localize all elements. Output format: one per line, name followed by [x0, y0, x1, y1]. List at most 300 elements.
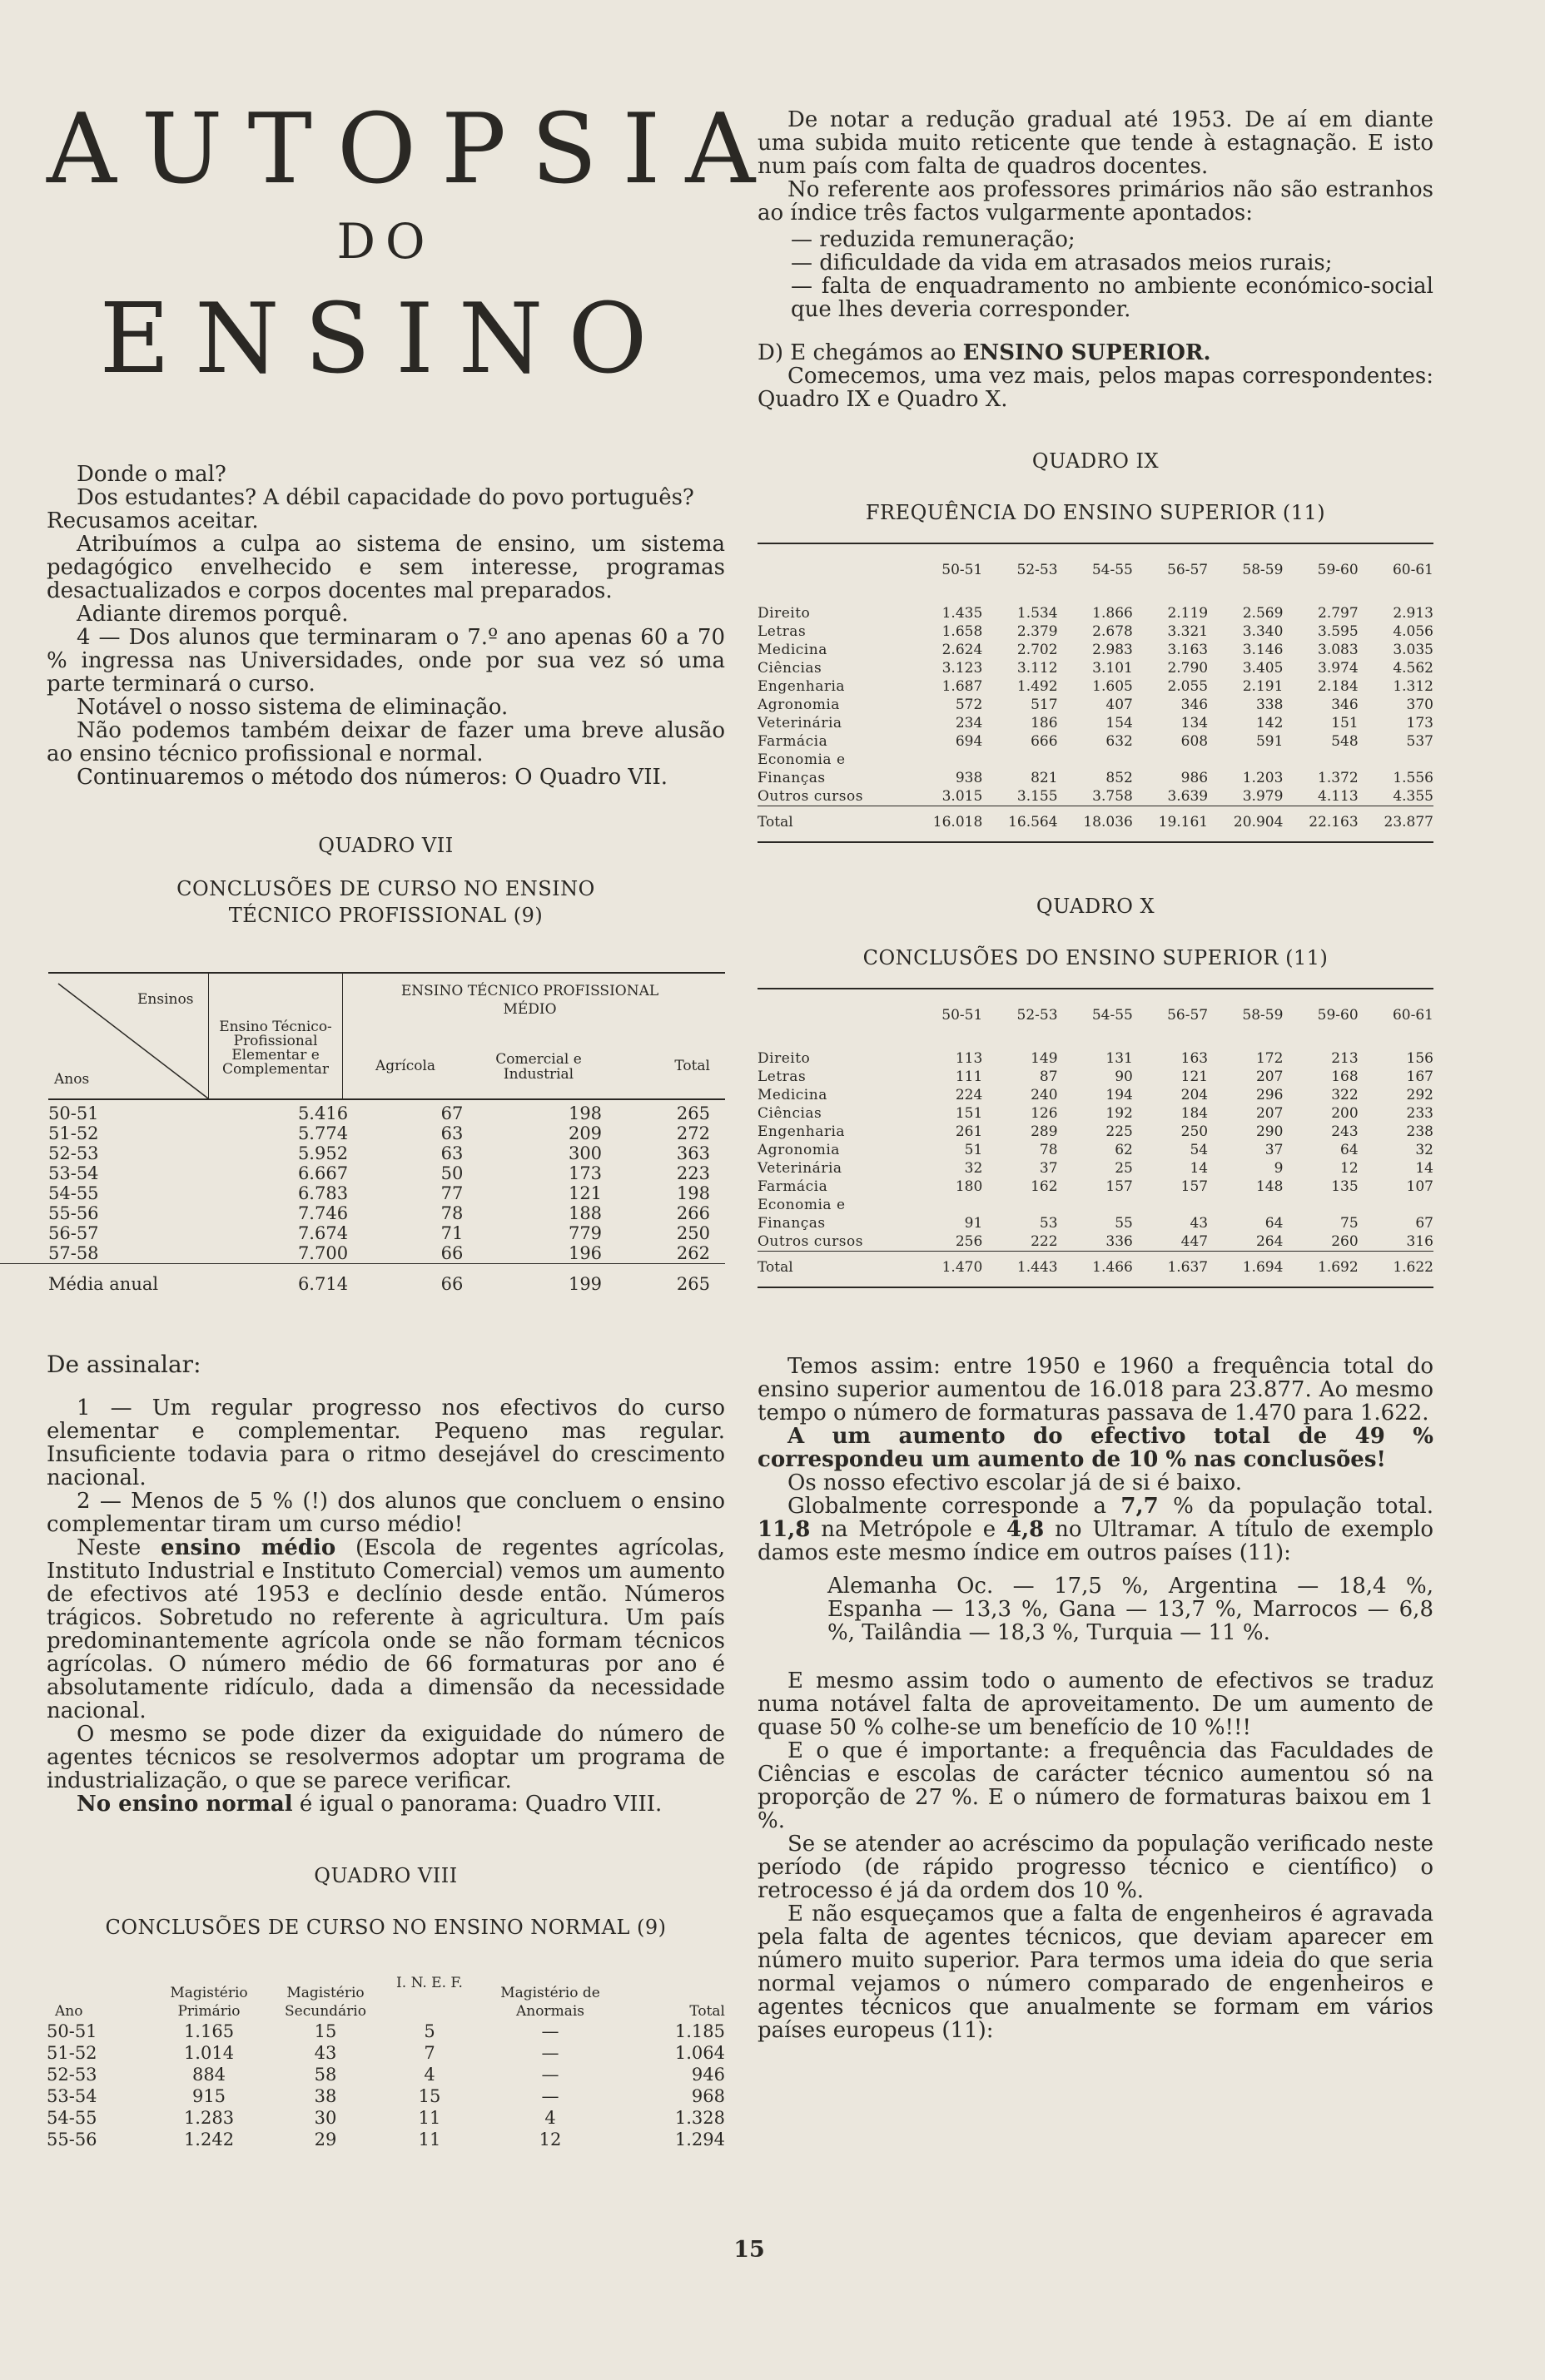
value-cell: 6.783 [297, 1183, 349, 1203]
value-cell: 3.163 [1167, 642, 1209, 658]
average-row [0, 1264, 725, 1297]
value-cell: 173 [1406, 715, 1433, 731]
value-cell: 346 [1331, 697, 1359, 713]
row-label: Direito [758, 1050, 811, 1067]
quadro-vii-body [0, 1103, 725, 1297]
total-value: 1.470 [907, 1252, 982, 1277]
value-cell: 71 [440, 1223, 464, 1243]
value-cell: 1.435 [941, 605, 983, 622]
value-cell: 43 [314, 2043, 337, 2063]
value-cell: 3.639 [1167, 788, 1209, 805]
right-b-p3: Os nosso efectivo escolar já de si é baixo. [787, 1470, 1242, 1495]
intro-p5: 4 — Dos alunos que terminaram o 7.º ano apenas 60 a 70 % ingressa nas Universidades, onde por sua vez só uma parte terminará o curso. [47, 625, 725, 697]
q8-h-ano: Ano [55, 2003, 83, 2020]
value-cell: 250 [676, 1223, 710, 1243]
value-cell: 126 [1031, 1105, 1058, 1122]
year-cell: 53-54 [47, 2086, 97, 2106]
value-cell: 7.674 [297, 1223, 349, 1243]
value-cell: 91 [964, 1215, 983, 1232]
table-row [758, 622, 1433, 641]
value-cell: 2.119 [1167, 605, 1209, 622]
table-row [758, 677, 1433, 696]
table-row [0, 1103, 725, 1123]
value-cell: 4.113 [1318, 788, 1359, 805]
q8-h-anormais: Magistério de Anormais [500, 1985, 600, 2020]
year-header: 52-53 [1016, 562, 1058, 578]
intro-p0: Donde o mal? [77, 462, 226, 487]
total-value: 23.877 [1359, 806, 1433, 832]
row-label: Economia e Finanças [758, 751, 846, 786]
value-cell: 2.191 [1242, 678, 1284, 695]
right-dash-2: — dificuldade da vida em atrasados meios rurais; [791, 250, 1333, 275]
year-cell: 54-55 [48, 1183, 99, 1203]
corner-top-label: Ensinos [137, 991, 194, 1008]
value-cell: 346 [1180, 697, 1209, 713]
value-cell: — [541, 2065, 559, 2085]
total-value: 1.622 [1359, 1252, 1433, 1277]
value-cell: 64 [1340, 1142, 1359, 1158]
value-cell: 32 [964, 1160, 983, 1177]
average-value: 6.714 [256, 1264, 390, 1297]
value-cell: 7.746 [297, 1203, 349, 1223]
table-row [758, 1159, 1433, 1178]
value-cell: 289 [1031, 1123, 1058, 1140]
value-cell: 66 [440, 1243, 464, 1263]
value-cell: 194 [1105, 1087, 1133, 1103]
intro-p6: Notável o nosso sistema de eliminação. [77, 695, 509, 720]
value-cell: — [541, 2043, 559, 2063]
year-header: 56-57 [1167, 562, 1209, 578]
value-cell: 134 [1180, 715, 1209, 731]
table-row [0, 1183, 725, 1203]
intro-text [47, 463, 725, 789]
value-cell: 3.595 [1318, 623, 1359, 640]
value-cell: 121 [1180, 1069, 1209, 1085]
superior-bold: ENSINO SUPERIOR. [962, 340, 1211, 365]
total-value: 16.018 [907, 806, 982, 832]
value-cell: 1.294 [674, 2130, 725, 2149]
value-cell: 986 [1180, 770, 1209, 786]
value-cell: 172 [1255, 1050, 1284, 1067]
quadro-viii-title: CONCLUSÕES DE CURSO NO ENSINO NORMAL (9) [105, 1916, 667, 1939]
table-row [0, 1163, 725, 1183]
value-cell: 1.165 [183, 2021, 235, 2041]
value-cell: 90 [1115, 1069, 1133, 1085]
total-value: 22.163 [1283, 806, 1358, 832]
medio-group-label: ENSINO TÉCNICO PROFISSIONAL MÉDIO [400, 983, 659, 1018]
row-label: Ciências [758, 660, 822, 677]
title-line-2: DO [336, 213, 435, 270]
medio-subheaders [343, 1051, 725, 1083]
year-header: 52-53 [1016, 1007, 1058, 1024]
year-header: 50-51 [941, 562, 983, 578]
total-value: 1.694 [1208, 1252, 1283, 1277]
table-rule [48, 1098, 725, 1100]
value-cell: 1.605 [1092, 678, 1133, 695]
value-cell: 53 [1039, 1215, 1058, 1232]
q9-top-rule [758, 543, 1433, 544]
p3-text-c: (Escola de regentes agrícolas, Instituto Industrial e Instituto Comercial) vemos um aumento de efectivos até 1953 e declínio desde então. Números trágicos. Sobretudo no referente à agricultura. Um país predominantemente agrícola onde se não formam técnicos agrícolas. O número médio de 66 formaturas por ano é absolutamente ridículo, dada a dimensão da necessidade nacional. [47, 1535, 725, 1723]
article-title [47, 93, 781, 395]
value-cell: 2.055 [1167, 678, 1209, 695]
value-cell: 204 [1180, 1087, 1209, 1103]
table-row [758, 1086, 1433, 1104]
value-cell: 3.758 [1092, 788, 1133, 805]
table-row [758, 659, 1433, 677]
row-label: Letras [758, 1069, 807, 1085]
average-value: 199 [514, 1264, 656, 1297]
quadro-vii-grid [0, 974, 725, 1098]
value-cell: 168 [1331, 1069, 1359, 1085]
value-cell: 209 [568, 1123, 603, 1143]
value-cell: 5 [424, 2021, 435, 2041]
value-cell: 779 [568, 1223, 603, 1243]
table-row [758, 751, 1433, 787]
value-cell: 272 [676, 1123, 710, 1143]
value-cell: 156 [1406, 1050, 1433, 1067]
value-cell: 233 [1406, 1105, 1433, 1122]
right-p2: No referente aos professores primários não são estranhos ao índice três factos vulgarmente apontados: [758, 177, 1433, 226]
year-header: 59-60 [1317, 562, 1359, 578]
value-cell: 1.492 [1016, 678, 1058, 695]
value-cell: 32 [1415, 1142, 1433, 1158]
col-agricola: Agrícola [375, 1058, 436, 1074]
year-cell: 53-54 [48, 1163, 99, 1183]
value-cell: 12 [539, 2130, 562, 2149]
value-cell: 87 [1039, 1069, 1058, 1085]
value-cell: 192 [1105, 1105, 1133, 1122]
year-cell: 54-55 [47, 2108, 97, 2128]
row-label: Medicina [758, 1087, 827, 1103]
intro-p7: Não podemos também deixar de fazer uma breve alusão ao ensino técnico profissional e normal. [47, 718, 725, 766]
value-cell: — [541, 2086, 559, 2106]
year-cell: 50-51 [48, 1103, 99, 1123]
p4-d: 11,8 [758, 1517, 811, 1542]
value-cell: 363 [676, 1143, 710, 1163]
row-label: Veterinária [758, 1160, 842, 1177]
value-cell: 1.185 [674, 2021, 725, 2041]
corner-bottom-label: Anos [54, 1071, 90, 1088]
year-cell: 52-53 [48, 1143, 99, 1163]
value-cell: 300 [568, 1143, 603, 1163]
year-header: 58-59 [1242, 562, 1284, 578]
value-cell: 50 [440, 1163, 464, 1183]
p4-c: % da população total. [1158, 1494, 1433, 1519]
value-cell: 2.983 [1092, 642, 1133, 658]
value-cell: 938 [955, 770, 983, 786]
table-row [0, 1203, 725, 1223]
table-row [758, 1104, 1433, 1123]
total-value: 19.161 [1133, 806, 1208, 832]
year-header: 54-55 [1091, 562, 1133, 578]
value-cell: 131 [1105, 1050, 1133, 1067]
value-cell: 180 [955, 1178, 983, 1195]
year-cell: 50-51 [47, 2021, 97, 2041]
value-cell: 3.405 [1242, 660, 1284, 677]
right-b-p7: E o que é importante: a frequência das Faculdades de Ciências e escolas de carácter técnico aumentou só na proporção de 27 %. E o número de formaturas baixou em 1 %. [758, 1738, 1433, 1833]
value-cell: 4 [544, 2108, 556, 2128]
value-cell: 234 [955, 715, 983, 731]
value-cell: 225 [1105, 1123, 1133, 1140]
value-cell: 223 [676, 1163, 710, 1183]
year-header: 60-61 [1392, 562, 1433, 578]
value-cell: 694 [955, 733, 983, 750]
right-b-p6: E mesmo assim todo o aumento de efectivos se traduz numa notável falta de aproveitamento. De um aumento de quase 50 % colhe-se um benefício de 10 %!!! [758, 1668, 1433, 1740]
table-row [0, 1123, 725, 1143]
value-cell: 151 [955, 1105, 983, 1122]
value-cell: 1.866 [1092, 605, 1133, 622]
value-cell: 1.064 [674, 2043, 725, 2063]
value-cell: 290 [1255, 1123, 1284, 1140]
total-value: 1.637 [1133, 1252, 1208, 1277]
title-line-3: ENSINO [99, 283, 673, 395]
value-cell: 2.913 [1393, 605, 1433, 622]
year-header: 60-61 [1392, 1007, 1433, 1024]
value-cell: 77 [440, 1183, 464, 1203]
total-value: 1.692 [1283, 1252, 1358, 1277]
year-header: 56-57 [1167, 1007, 1209, 1024]
value-cell: — [541, 2021, 559, 2041]
value-cell: 666 [1031, 733, 1058, 750]
value-cell: 2.184 [1318, 678, 1359, 695]
value-cell: 2.702 [1016, 642, 1058, 658]
average-value: 265 [656, 1264, 725, 1297]
right-p4: Comecemos, uma vez mais, pelos mapas correspondentes: Quadro IX e Quadro X. [758, 364, 1433, 412]
value-cell: 292 [1406, 1087, 1433, 1103]
value-cell: 447 [1180, 1233, 1209, 1250]
year-header: 59-60 [1317, 1007, 1359, 1024]
q10-bottom-rule [758, 1287, 1433, 1288]
value-cell: 15 [418, 2086, 441, 2106]
table-row [758, 604, 1433, 622]
right-b-p4 [758, 1495, 1433, 1564]
table-row [47, 2064, 725, 2085]
quadro-x-caption [758, 893, 1433, 971]
assinalar-p1: 1 — Um regular progresso nos efectivos do curso elementar e complementar. Pequeno mas regular. Insuficiente todavia para o ritmo desejável do crescimento nacional. [47, 1396, 725, 1490]
value-cell: 63 [440, 1123, 464, 1143]
value-cell: 4 [424, 2065, 435, 2085]
value-cell: 517 [1031, 697, 1058, 713]
average-value: 66 [390, 1264, 514, 1297]
value-cell: 1.687 [941, 678, 983, 695]
value-cell: 238 [1406, 1123, 1433, 1140]
value-cell: 3.112 [1016, 660, 1058, 677]
value-cell: 5.416 [297, 1103, 349, 1123]
row-label: Medicina [758, 642, 827, 658]
quadro-vii-title-2: TÉCNICO PROFISSIONAL (9) [228, 904, 544, 927]
row-label: Ciências [758, 1105, 822, 1122]
total-label: Total [758, 806, 907, 832]
q8-h-inef: I. N. E. F. [396, 1975, 463, 1991]
value-cell: 207 [1255, 1069, 1284, 1085]
value-cell: 113 [955, 1050, 983, 1067]
col-total: Total [674, 1058, 710, 1074]
intro-p2: Recusamos aceitar. [47, 508, 259, 533]
value-cell: 9 [1274, 1160, 1284, 1177]
q8-h-secundario: Magistério Secundário [285, 1985, 366, 2020]
table-row [47, 2107, 725, 2129]
quadro-x-title: CONCLUSÕES DO ENSINO SUPERIOR (11) [862, 946, 1329, 969]
total-row [758, 1252, 1433, 1277]
value-cell: 148 [1255, 1178, 1284, 1195]
quadro-x-table [758, 1006, 1433, 1277]
assinalar-section [47, 1353, 725, 2150]
value-cell: 915 [191, 2086, 226, 2106]
value-cell: 1.534 [1016, 605, 1058, 622]
right-b-p8: Se se atender ao acréscimo da população verificado neste período (de rápido progresso técnico e científico) o retrocesso é já da ordem dos 10 %. [758, 1832, 1433, 1903]
year-cell: 51-52 [48, 1123, 99, 1143]
value-cell: 821 [1031, 770, 1058, 786]
quadro-vii-title-1: CONCLUSÕES DE CURSO NO ENSINO [176, 877, 595, 900]
row-label: Agronomia [758, 1142, 840, 1158]
year-cell: 56-57 [48, 1223, 99, 1243]
q10-top-rule [758, 988, 1433, 989]
value-cell: 1.283 [183, 2108, 235, 2128]
value-cell: 198 [676, 1183, 710, 1203]
row-label: Engenharia [758, 1123, 846, 1140]
value-cell: 186 [1031, 715, 1058, 731]
value-cell: 4.562 [1393, 660, 1433, 677]
page-number: 15 [733, 2237, 765, 2263]
value-cell: 5.774 [297, 1123, 349, 1143]
value-cell: 3.123 [941, 660, 983, 677]
right-dash-3: — falta de enquadramento no ambiente económico-social que lhes deveria corresponder. [791, 274, 1433, 322]
value-cell: 3.083 [1318, 642, 1359, 658]
value-cell: 30 [314, 2108, 337, 2128]
table-row [758, 732, 1433, 751]
value-cell: 3.321 [1167, 623, 1209, 640]
col-elementar: Ensino Técnico-Profissional Elementar e Complementar [209, 974, 343, 1098]
value-cell: 151 [1331, 715, 1359, 731]
table-row [758, 1178, 1433, 1196]
value-cell: 296 [1255, 1087, 1284, 1103]
table-row [758, 787, 1433, 806]
value-cell: 264 [1255, 1233, 1284, 1250]
value-cell: 338 [1255, 697, 1284, 713]
value-cell: 3.101 [1092, 660, 1133, 677]
value-cell: 14 [1415, 1160, 1433, 1177]
value-cell: 38 [314, 2086, 337, 2106]
value-cell: 3.979 [1242, 788, 1284, 805]
value-cell: 591 [1255, 733, 1284, 750]
value-cell: 62 [1115, 1142, 1133, 1158]
total-value: 20.904 [1208, 806, 1283, 832]
value-cell: 142 [1255, 715, 1284, 731]
total-value: 1.443 [982, 1252, 1057, 1277]
value-cell: 407 [1105, 697, 1133, 713]
quadro-ix-table [758, 561, 1433, 831]
conclusion-text [758, 1355, 1433, 2042]
value-cell: 243 [1331, 1123, 1359, 1140]
assinalar-p4: O mesmo se pode dizer da exiguidade do número de agentes técnicos se resolvermos adoptar um programa de industrialização, o que se parece verificar. [47, 1722, 725, 1793]
year-header: 50-51 [941, 1007, 983, 1024]
p4-a: Globalmente corresponde a [787, 1494, 1121, 1519]
year-cell: 51-52 [47, 2043, 97, 2063]
assinalar-p5 [47, 1792, 725, 1816]
value-cell: 7.700 [297, 1243, 349, 1263]
value-cell: 2.379 [1016, 623, 1058, 640]
row-label: Letras [758, 623, 807, 640]
year-header: 58-59 [1242, 1007, 1284, 1024]
right-b-p9: E não esqueçamos que a falta de engenheiros é agravada pela falta de agentes técnicos, que deviam aparecer em número muito superior. Para termos uma ideia do que seria normal vejamos o número comparado de engenheiros e agentes técnicos que anualmente se formam em vários países europeus (11): [758, 1902, 1433, 2043]
intro-p4: Adiante diremos porquê. [77, 602, 349, 627]
table-row [47, 2129, 725, 2150]
value-cell: 2.678 [1092, 623, 1133, 640]
value-cell: 135 [1331, 1178, 1359, 1195]
value-cell: 222 [1031, 1233, 1058, 1250]
row-label: Veterinária [758, 715, 842, 731]
value-cell: 154 [1105, 715, 1133, 731]
row-label: Outros cursos [758, 1233, 863, 1250]
year-cell: 57-58 [48, 1243, 99, 1263]
table-row [0, 1143, 725, 1163]
p3-bold: ensino médio [161, 1535, 336, 1560]
table-row [758, 1068, 1433, 1086]
value-cell: 2.790 [1167, 660, 1209, 677]
year-header: 54-55 [1091, 1007, 1133, 1024]
value-cell: 2.797 [1318, 605, 1359, 622]
value-cell: 5.952 [297, 1143, 349, 1163]
value-cell: 167 [1406, 1069, 1433, 1085]
value-cell: 196 [568, 1243, 603, 1263]
quadro-x-label: QUADRO X [1036, 895, 1155, 918]
superior-intro: D) E chegámos ao [758, 340, 963, 365]
value-cell: 55 [1115, 1215, 1133, 1232]
row-label: Outros cursos [758, 788, 863, 805]
right-b-p1: Temos assim: entre 1950 e 1960 a frequência total do ensino superior aumentou de 16.018 para 23.877. Ao mesmo tempo o número de formaturas passava de 1.470 para 1.622. [758, 1354, 1433, 1426]
right-p1: De notar a redução gradual até 1953. De aí em diante uma subida muito reticente que tende à estagnação. E isto num país com falta de quadros docentes. [758, 107, 1433, 179]
quadro-viii-caption [47, 1862, 725, 1941]
value-cell: 157 [1180, 1178, 1209, 1195]
year-cell: 52-53 [47, 2065, 97, 2085]
value-cell: 322 [1331, 1087, 1359, 1103]
value-cell: 261 [955, 1123, 983, 1140]
value-cell: 852 [1105, 770, 1133, 786]
value-cell: 162 [1031, 1178, 1058, 1195]
value-cell: 67 [1415, 1215, 1433, 1232]
value-cell: 632 [1105, 733, 1133, 750]
value-cell: 1.242 [183, 2130, 235, 2149]
value-cell: 240 [1031, 1087, 1058, 1103]
value-cell: 4.355 [1393, 788, 1433, 805]
value-cell: 64 [1264, 1215, 1284, 1232]
value-cell: 1.312 [1393, 678, 1433, 695]
table-row [758, 1141, 1433, 1159]
intro-p8: Continuaremos o método dos números: O Quadro VII. [77, 765, 668, 790]
value-cell: 43 [1190, 1215, 1209, 1232]
value-cell: 111 [955, 1069, 983, 1085]
value-cell: 184 [1180, 1105, 1209, 1122]
quadro-viii-table [47, 1971, 725, 2150]
value-cell: 265 [676, 1103, 710, 1123]
value-cell: 2.624 [941, 642, 983, 658]
table-row [0, 1223, 725, 1243]
right-dash-1: — reduzida remuneração; [791, 227, 1076, 252]
table-row [47, 2042, 725, 2064]
table-row [758, 1123, 1433, 1141]
quadro-vii-table [0, 972, 725, 1297]
average-label: Média anual [0, 1264, 256, 1297]
value-cell: 1.014 [183, 2043, 235, 2063]
quadro-ix-label: QUADRO IX [1031, 449, 1160, 473]
value-cell: 188 [568, 1203, 603, 1223]
value-cell: 213 [1331, 1050, 1359, 1067]
blank-header [758, 561, 907, 604]
blank-header [758, 1006, 907, 1049]
table-row [758, 1232, 1433, 1252]
value-cell: 163 [1180, 1050, 1209, 1067]
col-comercial: Comercial e Industrial [495, 1051, 582, 1083]
